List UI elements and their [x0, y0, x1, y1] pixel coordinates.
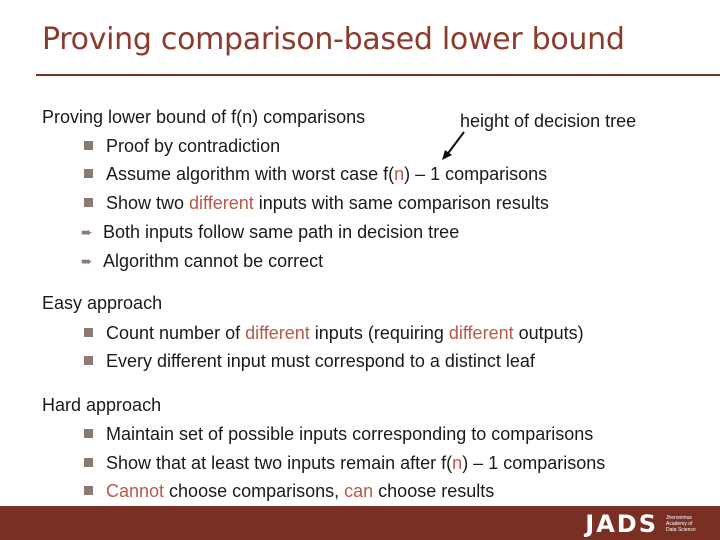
callout-arrow-icon	[440, 128, 470, 162]
highlight-text: n	[452, 453, 463, 473]
bullet-text: Algorithm cannot be correct	[103, 251, 324, 271]
square-bullet-icon	[84, 356, 93, 365]
square-bullet-icon	[84, 141, 93, 150]
bullet-text: choose comparisons,	[164, 481, 345, 501]
bullet-text: Both inputs follow same path in decision tree	[103, 222, 460, 242]
footer-bar	[0, 506, 720, 540]
highlight-text: different	[448, 323, 514, 343]
bullet-text: Show that at least two inputs remain after f(	[106, 453, 453, 473]
square-bullet-icon	[84, 328, 93, 337]
square-bullet-icon	[84, 169, 93, 178]
list-item	[81, 221, 459, 243]
list-item	[84, 322, 584, 344]
bullet-text: ) – 1 comparisons	[404, 164, 548, 184]
bullet-text: Proof by contradiction	[106, 136, 281, 156]
bullet-text: inputs with same comparison results	[253, 193, 549, 213]
highlight-text: can	[344, 481, 374, 501]
section1-heading: Proving lower bound of f(n) comparisons	[42, 107, 366, 127]
bullet-text: Assume algorithm with worst case f(	[106, 164, 395, 184]
bullet-text: Maintain set of possible inputs corresponding to comparisons	[106, 424, 594, 444]
square-bullet-icon	[84, 429, 93, 438]
logo-wordmark: JADS	[585, 510, 658, 538]
list-item	[84, 480, 494, 502]
slide-title: Proving comparison-based lower bound	[42, 22, 625, 57]
list-item	[84, 423, 593, 445]
list-item	[84, 350, 535, 372]
list-item	[81, 250, 323, 272]
section2-heading: Easy approach	[42, 293, 163, 313]
list-item	[84, 192, 549, 214]
square-bullet-icon	[84, 458, 93, 467]
arrow-bullet-icon: ➨	[81, 253, 93, 269]
bullet-text: ) – 1 comparisons	[462, 453, 606, 473]
bullet-text: inputs (requiring	[309, 323, 449, 343]
bullet-text: Count number of	[106, 323, 246, 343]
highlight-text: Cannot	[106, 481, 165, 501]
highlight-text: different	[189, 193, 254, 213]
bullet-text: Every different input must correspond to a distinct leaf	[106, 351, 535, 371]
square-bullet-icon	[84, 486, 93, 495]
square-bullet-icon	[84, 198, 93, 207]
bullet-text: Show two	[106, 193, 190, 213]
highlight-text: n	[394, 164, 405, 184]
bullet-text: choose results	[373, 481, 495, 501]
arrow-bullet-icon: ➨	[81, 224, 93, 240]
list-item	[84, 135, 280, 157]
section3-heading: Hard approach	[42, 395, 162, 415]
bullet-text: outputs)	[513, 323, 584, 343]
logo-tagline: Jheronimus Academy of Data Science	[666, 515, 696, 533]
callout-label: height of decision tree	[460, 111, 637, 131]
list-item	[84, 452, 605, 474]
title-divider	[36, 74, 720, 76]
jads-logo	[585, 510, 704, 538]
highlight-text: different	[245, 323, 310, 343]
list-item	[84, 163, 547, 185]
